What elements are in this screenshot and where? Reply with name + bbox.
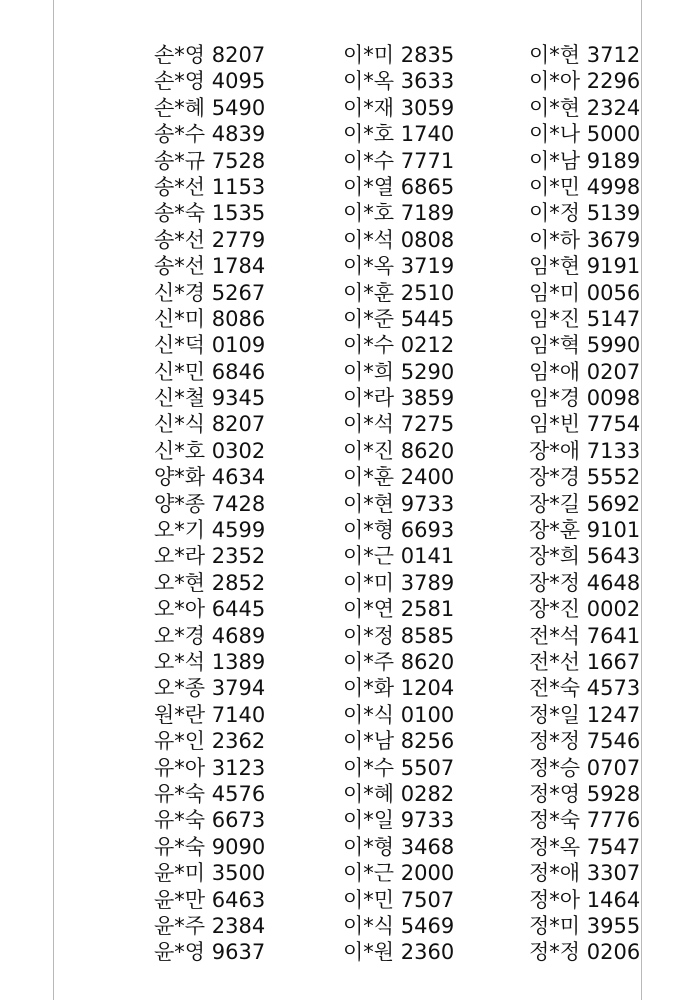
list-item: 정*애 3307 [529, 861, 641, 886]
list-item: 신*호 0302 [154, 438, 266, 463]
list-item: 양*종 7428 [154, 491, 266, 516]
list-item: 유*인 2362 [154, 729, 266, 754]
list-item: 정*아 1464 [529, 887, 641, 912]
list-item: 오*아 6445 [154, 597, 266, 622]
list-item: 이*미 2835 [343, 43, 455, 67]
list-item: 신*민 6846 [154, 359, 266, 384]
list-item: 유*숙 9090 [154, 834, 266, 859]
list-item: 신*미 8086 [154, 306, 266, 331]
list-item: 이*훈 2510 [343, 280, 455, 305]
list-item: 정*일 1247 [529, 702, 641, 727]
list-item: 전*석 7641 [529, 623, 641, 648]
list-item: 이*아 2296 [529, 69, 641, 94]
list-item: 장*정 4648 [529, 570, 641, 595]
list-item: 신*철 9345 [154, 386, 266, 411]
list-item: 오*경 4689 [154, 623, 266, 648]
list-item: 이*원 2360 [343, 940, 455, 965]
list-item: 임*혁 5990 [529, 333, 641, 358]
list-item: 송*숙 1535 [154, 201, 266, 226]
list-item: 이*미 3789 [343, 570, 455, 595]
list-item: 이*열 6865 [343, 174, 455, 199]
list-item: 정*미 3955 [529, 913, 641, 938]
list-item: 이*화 1204 [343, 676, 455, 701]
list-item: 장*애 7133 [529, 438, 641, 463]
list-item: 정*정 0206 [529, 940, 641, 965]
list-item: 신*덕 0109 [154, 333, 266, 358]
list-item: 이*호 7189 [343, 201, 455, 226]
list-item: 이*수 7771 [343, 148, 455, 173]
list-item: 신*식 8207 [154, 412, 266, 437]
list-item: 이*준 5445 [343, 306, 455, 331]
list-item: 임*현 9191 [529, 254, 641, 279]
list-item: 유*아 3123 [154, 755, 266, 780]
list-item: 이*현 9733 [343, 491, 455, 516]
list-item: 이*형 3468 [343, 834, 455, 859]
list-item: 송*규 7528 [154, 148, 266, 173]
list-item: 임*진 5147 [529, 306, 641, 331]
list-item: 장*희 5643 [529, 544, 641, 569]
list-item: 이*민 7507 [343, 887, 455, 912]
list-item: 이*근 2000 [343, 861, 455, 886]
list-item: 신*경 5267 [154, 280, 266, 305]
list-item: 오*현 2852 [154, 570, 266, 595]
list-item: 이*민 4998 [529, 174, 641, 199]
list-item: 이*남 8256 [343, 729, 455, 754]
list-item: 원*란 7140 [154, 702, 266, 727]
list-item: 윤*영 9637 [154, 940, 266, 965]
list-item: 이*진 8620 [343, 438, 455, 463]
document-page [53, 0, 642, 1000]
list-item: 정*영 5928 [529, 781, 641, 806]
list-item: 전*숙 4573 [529, 676, 641, 701]
list-item: 장*훈 9101 [529, 518, 641, 543]
name-list-column-3 [529, 42, 640, 966]
list-item: 이*호 1740 [343, 122, 455, 147]
list-item: 이*수 0212 [343, 333, 455, 358]
list-item: 이*석 0808 [343, 227, 455, 252]
list-item: 윤*주 2384 [154, 913, 266, 938]
list-item: 이*형 6693 [343, 518, 455, 543]
list-item: 이*남 9189 [529, 148, 641, 173]
list-item: 윤*미 3500 [154, 861, 266, 886]
list-item: 이*옥 3633 [343, 69, 455, 94]
list-item: 송*선 2779 [154, 227, 266, 252]
list-item: 정*숙 7776 [529, 808, 641, 833]
list-item: 이*하 3679 [529, 227, 641, 252]
list-item: 유*숙 4576 [154, 781, 266, 806]
list-item: 이*식 0100 [343, 702, 455, 727]
list-item: 이*일 9733 [343, 808, 455, 833]
list-item: 손*혜 5490 [154, 95, 266, 120]
list-item: 임*경 0098 [529, 386, 641, 411]
list-item: 임*미 0056 [529, 280, 641, 305]
list-item: 이*근 0141 [343, 544, 455, 569]
list-item: 송*수 4839 [154, 122, 266, 147]
list-item: 장*진 0002 [529, 597, 641, 622]
name-list-column-1 [154, 42, 265, 966]
list-item: 이*옥 3719 [343, 254, 455, 279]
list-item: 송*선 1784 [154, 254, 266, 279]
list-item: 이*훈 2400 [343, 465, 455, 490]
list-item: 오*석 1389 [154, 649, 266, 674]
list-item: 이*주 8620 [343, 649, 455, 674]
list-item: 이*희 5290 [343, 359, 455, 384]
list-item: 손*영 4095 [154, 69, 266, 94]
list-item: 정*옥 7547 [529, 834, 641, 859]
list-item: 임*빈 7754 [529, 412, 641, 437]
list-item: 이*재 3059 [343, 95, 455, 120]
list-item: 송*선 1153 [154, 174, 266, 199]
list-item: 오*라 2352 [154, 544, 266, 569]
list-item: 이*혜 0282 [343, 781, 455, 806]
list-item: 손*영 8207 [154, 43, 266, 67]
list-item: 양*화 4634 [154, 465, 266, 490]
list-item: 이*수 5507 [343, 755, 455, 780]
list-item: 이*정 8585 [343, 623, 455, 648]
list-item: 이*연 2581 [343, 597, 455, 622]
list-item: 이*현 3712 [529, 43, 641, 67]
list-item: 유*숙 6673 [154, 808, 266, 833]
name-list-column-2 [343, 42, 454, 966]
list-item: 이*정 5139 [529, 201, 641, 226]
list-item: 장*길 5692 [529, 491, 641, 516]
list-item: 이*식 5469 [343, 913, 455, 938]
list-item: 장*경 5552 [529, 465, 641, 490]
list-item: 전*선 1667 [529, 649, 641, 674]
list-item: 정*승 0707 [529, 755, 641, 780]
list-item: 임*애 0207 [529, 359, 641, 384]
list-item: 정*정 7546 [529, 729, 641, 754]
list-item: 오*기 4599 [154, 518, 266, 543]
list-item: 이*석 7275 [343, 412, 455, 437]
list-item: 이*현 2324 [529, 95, 641, 120]
list-item: 이*라 3859 [343, 386, 455, 411]
list-item: 이*나 5000 [529, 122, 641, 147]
list-item: 오*종 3794 [154, 676, 266, 701]
list-item: 윤*만 6463 [154, 887, 266, 912]
